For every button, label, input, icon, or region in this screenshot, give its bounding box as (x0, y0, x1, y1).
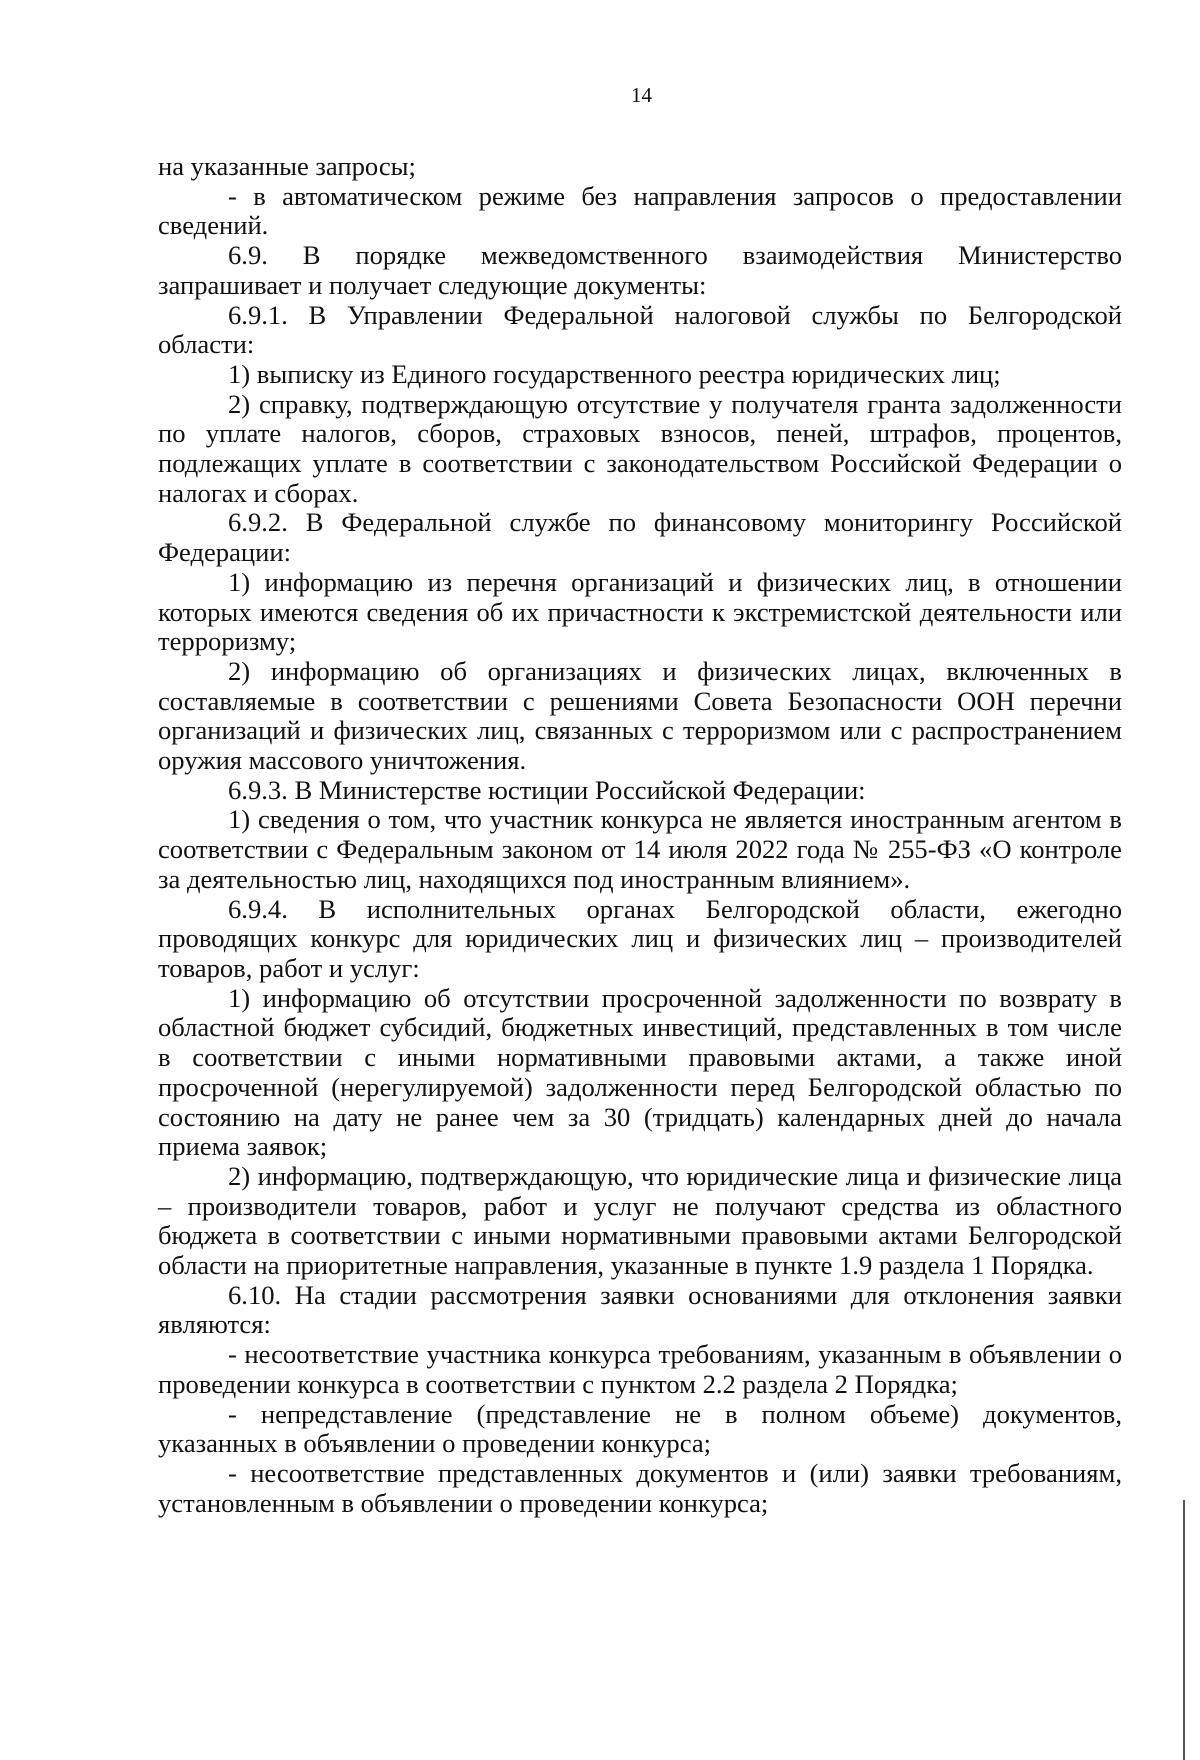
paragraph: - непредставление (представление не в полном объеме) документов, указанных в объявлении о проведении конкурса; (158, 1398, 1122, 1459)
paragraph: - несоответствие участника конкурса требованиям, указанным в объявлении о проведении конкурса в соответствии с пунктом 2.2 раздела 2 Порядка; (158, 1339, 1122, 1399)
paragraph: 6.9.1. В Управлении Федеральной налоговой службы по Белгородской области: (158, 299, 1122, 360)
paragraph: 6.9.4. В исполнительных органах Белгородской области, ежегодно проводящих конкурс для юридических лиц и физических лиц – производителей товаров, работ и услуг: (158, 893, 1122, 983)
paragraph: 6.9. В порядке межведомственного взаимодействия Министерство запрашивает и получает следующие документы: (158, 240, 1122, 300)
paragraph: - в автоматическом режиме без направления запросов о предоставлении сведений. (158, 180, 1122, 241)
paragraph: 2) информацию об организациях и физических лицах, включенных в составляемые в соответствии с решениями Совета Безопасности ООН перечни организаций и физических лиц, связанных с терроризмом или с распространением оружия массового уничтожения. (158, 655, 1122, 776)
paragraph: - несоответствие представленных документов и (или) заявки требованиям, установленным в объявлении о проведении конкурса; (158, 1457, 1122, 1518)
page-number: 14 (631, 83, 652, 107)
paragraph: 6.9.3. В Министерстве юстиции Российской Федерации: (228, 774, 866, 805)
paragraph: 1) информацию из перечня организаций и физических лиц, в отношении которых имеются сведения об их причастности к экстремистской деятельности или терроризму; (158, 566, 1122, 657)
paragraph: 1) сведения о том, что участник конкурса не является иностранным агентом в соответствии с Федеральным законом от 14 июля 2022 года № 255-ФЗ «О контроле за деятельностью лиц, находящихся под иностранным влиянием». (158, 804, 1122, 894)
scan-edge-line (1183, 1500, 1185, 1760)
paragraph: 1) информацию об отсутствии просроченной задолженности по возврату в областной бюджет субсидий, бюджетных инвестиций, представленных в том числе в соответствии с иными нормативными правовыми актами, а также иной просроченной (нерегулируемой) задолженности перед Белгородской областью по состоянию на дату не ранее чем за 30 (тридцать) календарных дней до начала приема заявок; (158, 982, 1122, 1162)
paragraph: 2) информацию, подтверждающую, что юридические лица и физические лица – производители товаров, работ и услуг не получают средства из областного бюджета в соответствии с иными нормативными правовыми актами Белгородской области на приоритетные направления, указанные в пункте 1.9 раздела 1 Порядка. (158, 1160, 1122, 1281)
paragraph: 2) справку, подтверждающую отсутствие у получателя гранта задолженности по уплате налогов, сборов, страховых взносов, пеней, штрафов, процентов, подлежащих уплате в соответствии с законодательством Российской Федерации о налогах и сборах. (158, 388, 1122, 508)
paragraph: 1) выписку из Единого государственного реестра юридических лиц; (228, 358, 1001, 389)
document-body (158, 152, 1122, 1518)
paragraph: 6.9.2. В Федеральной службе по финансовому мониторингу Российской Федерации: (158, 507, 1122, 568)
paragraph: на указанные запросы; (158, 151, 416, 181)
paragraph: 6.10. На стадии рассмотрения заявки основаниями для отклонения заявки являются: (158, 1279, 1122, 1340)
